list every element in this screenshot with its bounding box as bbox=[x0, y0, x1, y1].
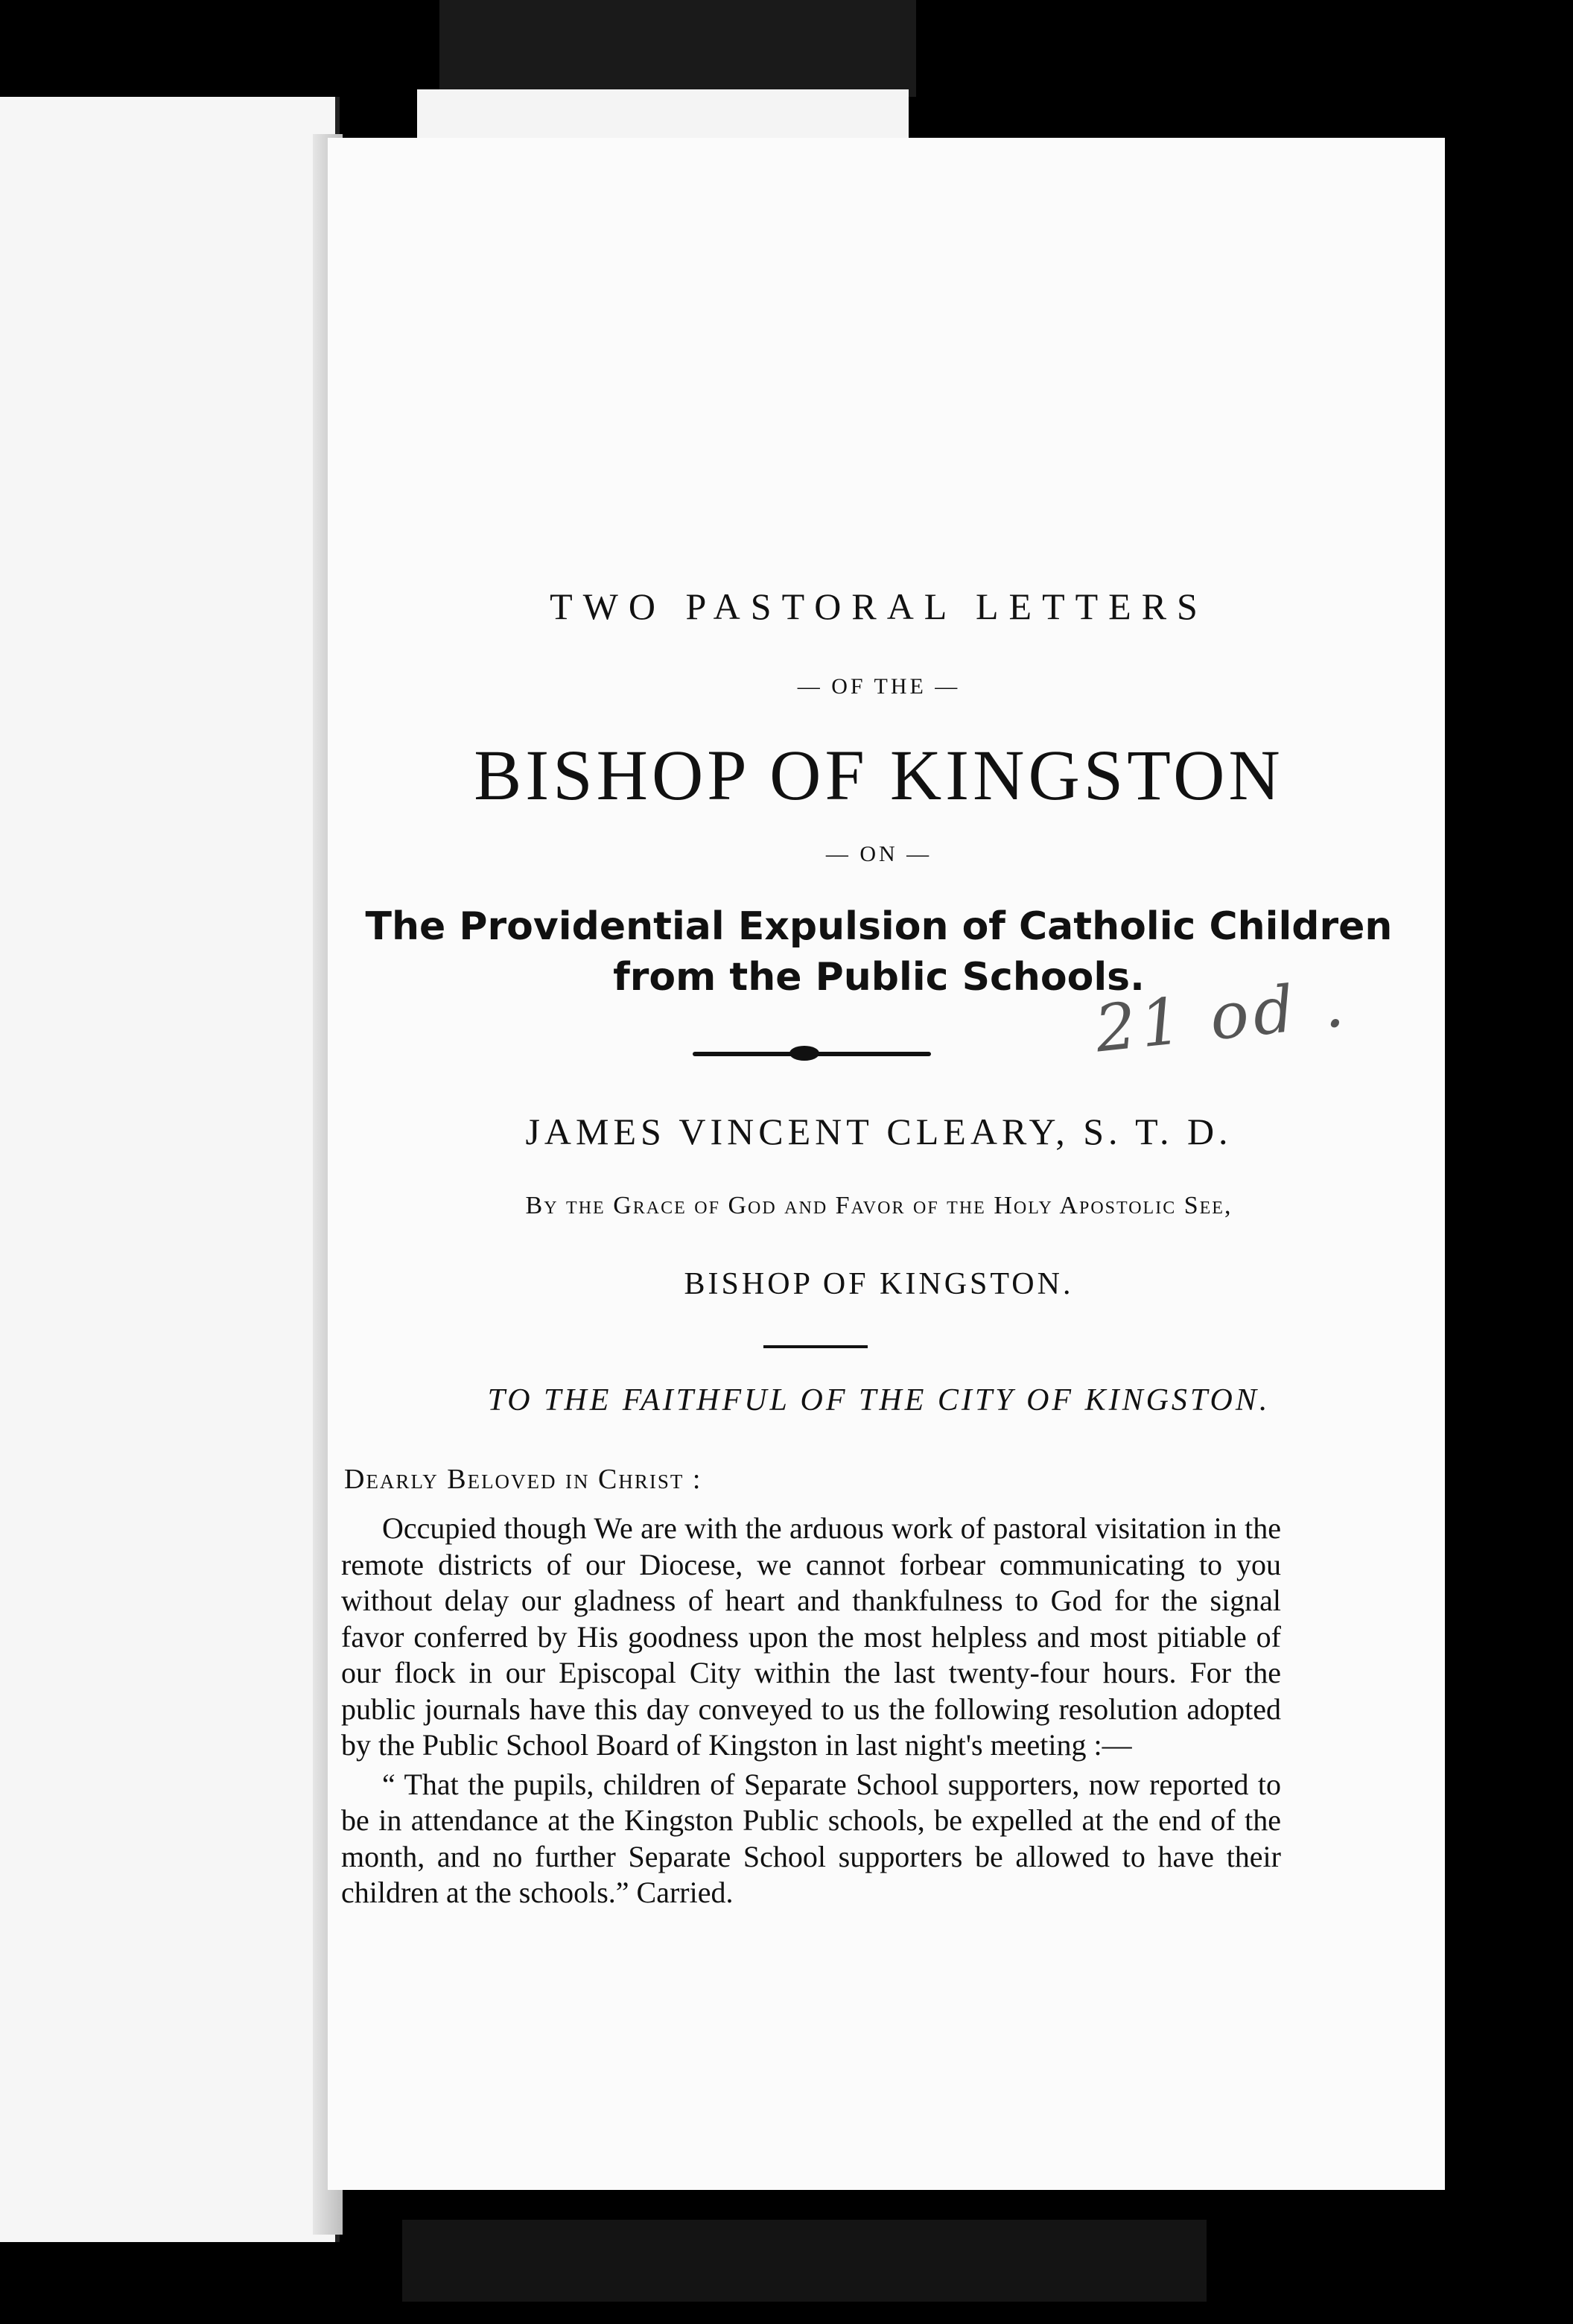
top-film-tab bbox=[439, 0, 916, 97]
main-title: BISHOP OF KINGSTON bbox=[474, 735, 1284, 815]
title-line: TWO PASTORAL LETTERS bbox=[550, 585, 1208, 627]
divider-rule bbox=[763, 1345, 868, 1348]
of-the-connector: — OF THE — bbox=[797, 674, 961, 699]
grace-line: By the Grace of God and Favor of the Holy Apostolic See, bbox=[525, 1192, 1233, 1219]
ornamental-rule-center bbox=[789, 1046, 819, 1061]
paragraph-1: Occupied though We are with the arduous work of pastoral visitation in the remote districts of our Diocese, we cannot forbear communicating to you without delay our gladness of heart and thankfulness to God for the signal favor conferred by His goodness upon the most helpless and most pitiable of our flock in our Episcopal City within the last twenty-four hours. For the public journals have this day conveyed to us the following resolution adopted by the Public School Board of Kingston in last night's meeting :— bbox=[341, 1511, 1281, 1762]
subtitle-line-2: from the Public Schools. bbox=[613, 955, 1145, 1000]
on-connector: — ON — bbox=[825, 842, 932, 866]
letter-body bbox=[341, 1511, 1281, 1911]
left-page-leaf bbox=[0, 97, 340, 2242]
salutation: Dearly Beloved in Christ : bbox=[344, 1464, 702, 1495]
author-name: JAMES VINCENT CLEARY, S. T. D. bbox=[525, 1111, 1233, 1152]
address-line: TO THE FAITHFUL OF THE CITY OF KINGSTON. bbox=[487, 1383, 1271, 1417]
bottom-film-tab bbox=[402, 2220, 1207, 2302]
paragraph-2: “ That the pupils, children of Separate School supporters, now reported to be in attendance at the Kingston Public schools, be expelled at the end of the month, and no further Separate School supporters be allowed to have their children at the schools.” Carried. bbox=[341, 1767, 1281, 1909]
subtitle-line-1: The Providential Expulsion of Catholic Children bbox=[365, 904, 1393, 949]
handwritten-note: 21 od . bbox=[1091, 966, 1352, 1067]
author-title: BISHOP OF KINGSTON. bbox=[684, 1267, 1074, 1301]
top-page-edge bbox=[417, 89, 909, 142]
